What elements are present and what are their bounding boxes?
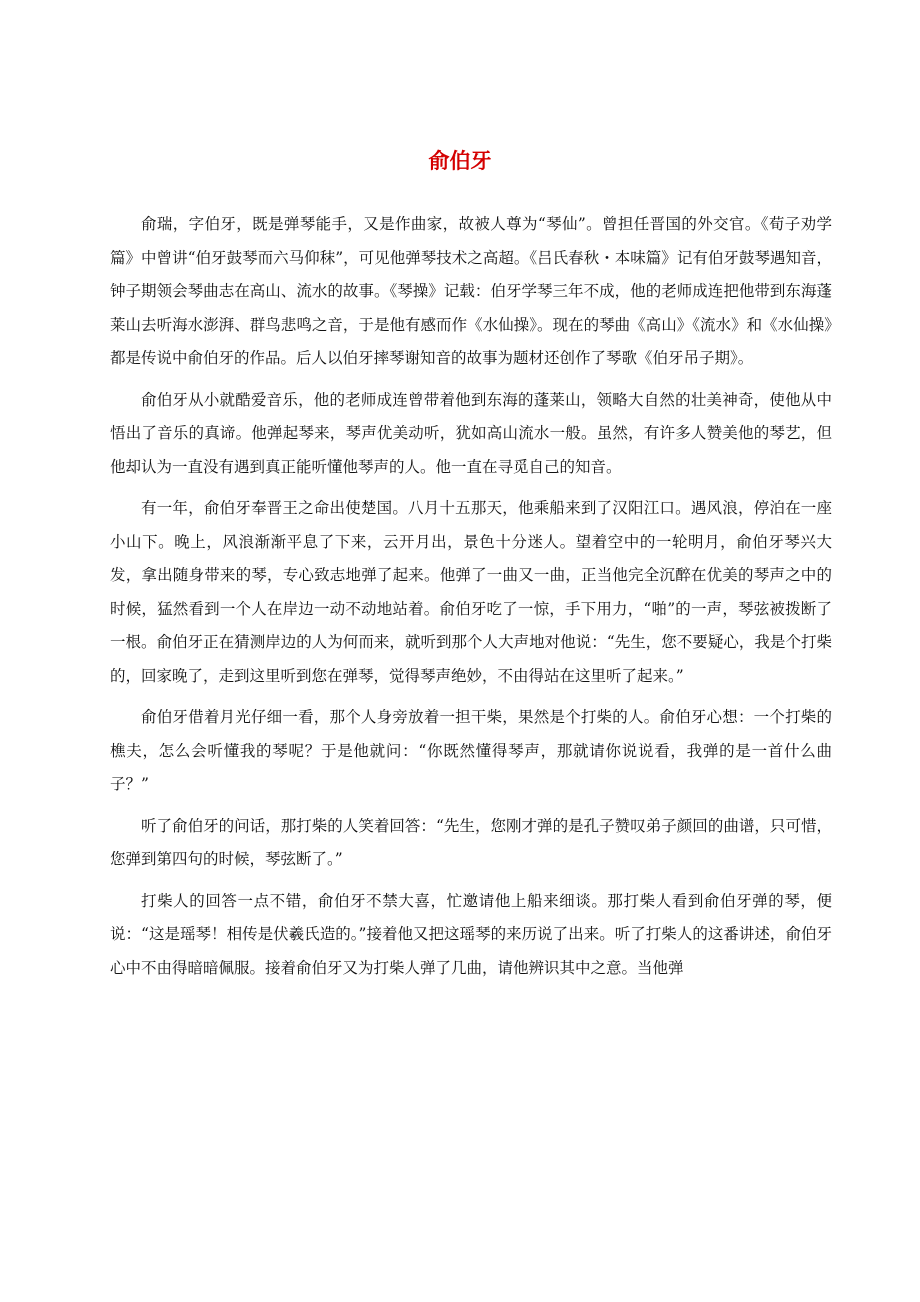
paragraph-4: 俞伯牙借着月光仔细一看，那个人身旁放着一担干柴，果然是个打柴的人。俞伯牙心想：一个打柴的樵夫，怎么会听懂我的琴呢？于是他就问：“你既然懂得琴声，那就请你说说看，我弹的是一首什么曲子？”: [110, 708, 832, 793]
document-body: [110, 208, 832, 985]
paragraph-2: 俞伯牙从小就酷爱音乐，他的老师成连曾带着他到东海的蓬莱山，领略大自然的壮美神奇，使他从中悟出了音乐的真谛。他弹起琴来，琴声优美动听，犹如高山流水一般。虽然，有许多人赞美他的琴艺，但他却认为一直没有遇到真正能听懂他琴声的人。他一直在寻觅自己的知音。: [110, 390, 832, 476]
paragraph-3: 有一年，俞伯牙奉晋王之命出使楚国。八月十五那天，他乘船来到了汉阳江口。遇风浪，停泊在一座小山下。晚上，风浪渐渐平息了下来，云开月出，景色十分迷人。望着空中的一轮明月，俞伯牙琴兴大发，拿出随身带来的琴，专心致志地弹了起来。他弹了一曲又一曲，正当他完全沉醉在优美的琴声之中的时候，猛然看到一个人在岸边一动不动地站着。俞伯牙吃了一惊，手下用力，“啪”的一声，琴弦被拨断了一根。俞伯牙正在猜测岸边的人为何而来，就听到那个人大声地对他说：“先生，您不要疑心，我是个打柴的，回家晚了，走到这里听到您在弹琴，觉得琴声绝妙，不由得站在这里听了起来。”: [110, 499, 832, 685]
paragraph-6: 打柴人的回答一点不错，俞伯牙不禁大喜，忙邀请他上船来细谈。那打柴人看到俞伯牙弹的琴，便说：“这是瑶琴！相传是伏羲氏造的。”接着他又把这瑶琴的来历说了出来。听了打柴人的这番讲述，俞伯牙心中不由得暗暗佩服。接着俞伯牙又为打柴人弹了几曲，请他辨识其中之意。当他弹: [110, 891, 832, 977]
document-title: 俞伯牙: [428, 148, 492, 173]
paragraph-1: 俞瑞，字伯牙，既是弹琴能手，又是作曲家，故被人尊为“琴仙”。曾担任晋国的外交官。《荀子劝学篇》中曾讲“伯牙鼓琴而六马仰秣”，可见他弹琴技术之高超。《吕氏春秋・本味篇》记有伯牙鼓琴遇知音，钟子期领会琴曲志在高山、流水的故事。《琴操》记载：伯牙学琴三年不成，他的老师成连把他带到东海蓬莱山去听海水澎湃、群鸟悲鸣之音，于是他有感而作《水仙操》。现在的琴曲《高山》《流水》和《水仙操》都是传说中俞伯牙的作品。后人以伯牙摔琴谢知音的故事为题材还创作了琴歌《伯牙吊子期》。: [110, 215, 832, 367]
paragraph-5: 听了俞伯牙的问话，那打柴的人笑着回答：“先生，您刚才弹的是孔子赞叹弟子颜回的曲谱，只可惜，您弹到第四句的时候，琴弦断了。”: [110, 816, 832, 868]
